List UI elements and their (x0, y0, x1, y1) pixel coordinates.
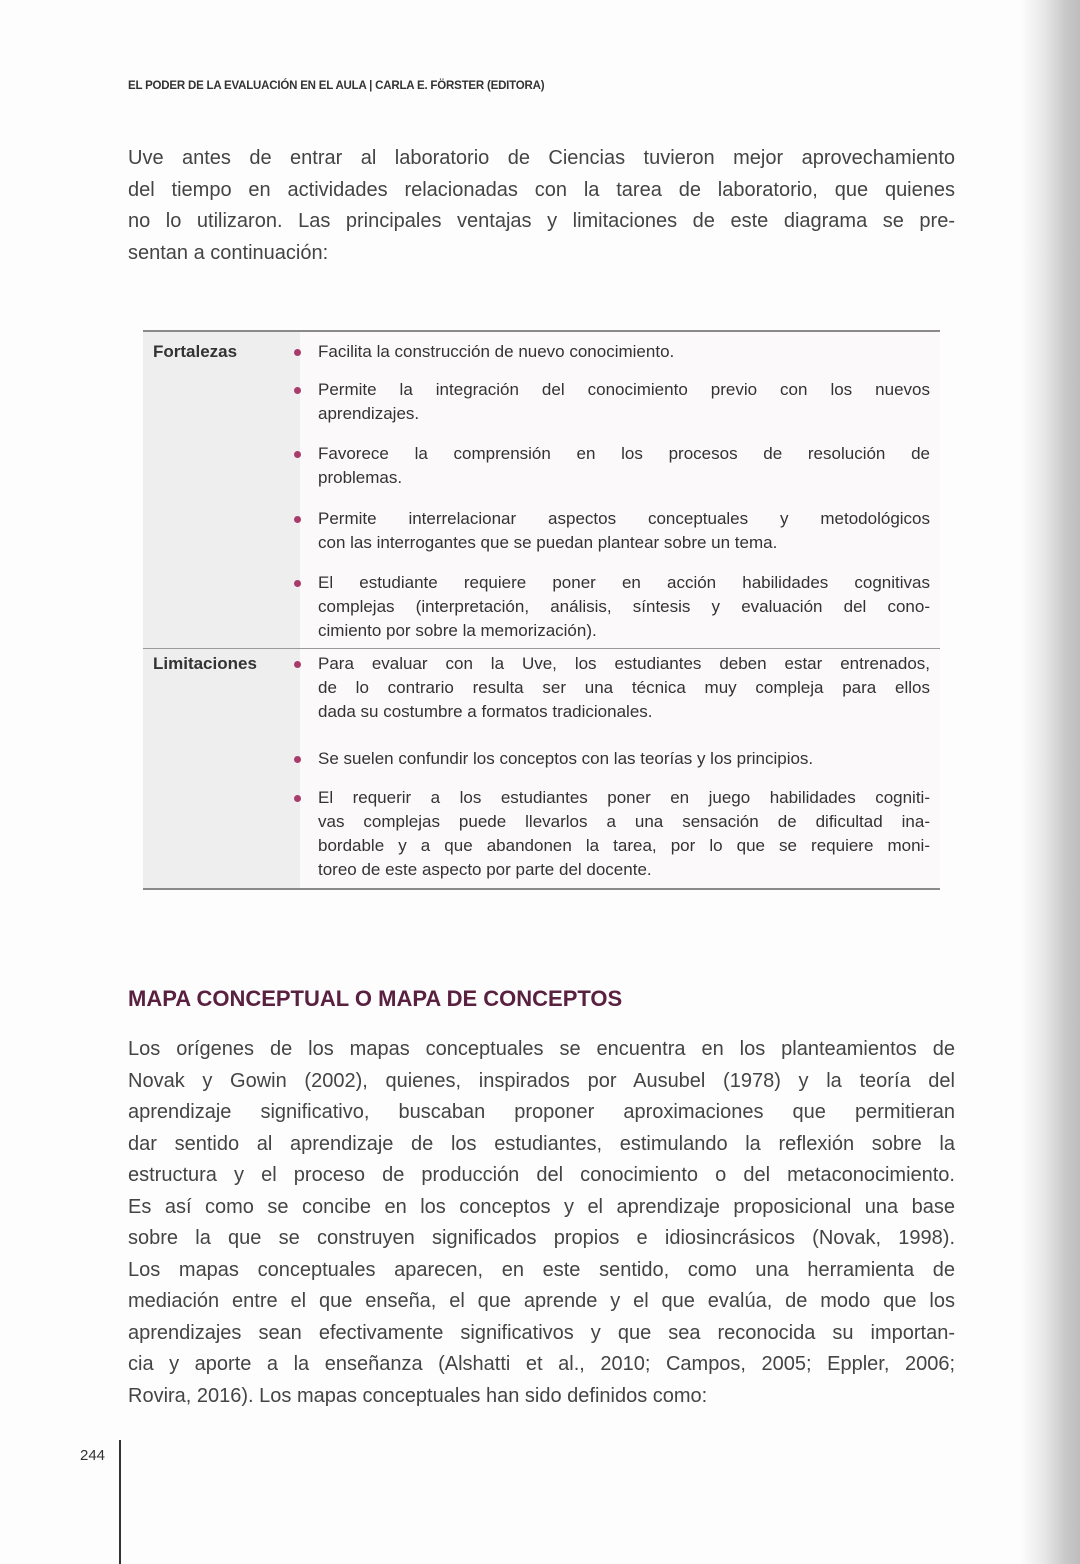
text-line: Los orígenes de los mapas conceptuales se encuentra en los planteamientos de (128, 1038, 955, 1060)
bullet-icon (294, 795, 301, 802)
bullet-icon (294, 451, 301, 458)
label-column (143, 332, 300, 888)
table-top-rule (143, 330, 940, 332)
strength-item (318, 571, 930, 643)
text-line: El requerir a los estudiantes poner en juego habilidades cogniti- (318, 788, 930, 807)
text-line: Para evaluar con la Uve, los estudiantes deben estar entrenados, (318, 654, 930, 673)
text-line: aprendizajes. (318, 404, 420, 423)
text-line: vas complejas puede llevarlos a una sensación de dificultad ina- (318, 812, 930, 831)
text-line: con las interrogantes que se puedan plantear sobre un tema. (318, 533, 778, 552)
text-line: dada su costumbre a formatos tradicionales. (318, 702, 653, 721)
limitation-item (318, 747, 930, 771)
text-line: problemas. (318, 468, 403, 487)
text-line: complejas (interpretación, análisis, síntesis y evaluación del cono- (318, 597, 930, 616)
table-bottom-rule (143, 888, 940, 890)
intro-paragraph (128, 143, 955, 269)
text-line: bordable y a que abandonen la tarea, por lo que se requiere moni- (318, 836, 930, 855)
concept-map-paragraph (128, 1034, 955, 1412)
footer-vertical-rule (119, 1440, 121, 1564)
bullet-icon (294, 516, 301, 523)
text-line: Novak y Gowin (2002), quienes, inspirados por Ausubel (1978) y la teoría del (128, 1069, 955, 1092)
limitation-item (318, 786, 930, 882)
text-line: Rovira, 2016). Los mapas conceptuales han sido definidos como: (128, 1384, 708, 1407)
text-line: dar sentido al aprendizaje de los estudiantes, estimulando la reflexión sobre la (128, 1132, 955, 1155)
text-line: toreo de este aspecto por parte del docente. (318, 860, 652, 879)
bullet-icon (294, 661, 301, 668)
strength-item (318, 507, 930, 555)
text-line: cimiento por sobre la memorización). (318, 621, 597, 640)
bullet-icon (294, 756, 301, 763)
bullet-icon (294, 387, 301, 394)
text-line: aprendizajes sean efectivamente significativos y que sea reconocida su importan- (128, 1321, 955, 1344)
table-middle-rule (143, 648, 940, 649)
text-line: mediación entre el que enseña, el que aprende y el que evalúa, de modo que los (128, 1290, 955, 1312)
text-line: Los mapas conceptuales aparecen, en este sentido, como una herramienta de (128, 1258, 955, 1281)
text-line: cia y aporte a la enseñanza (Alshatti et al., 2010; Campos, 2005; Eppler, 2006; (128, 1353, 955, 1375)
text-line: de lo contrario resulta ser una técnica muy compleja para ellos (318, 678, 930, 697)
text-line: El estudiante requiere poner en acción habilidades cognitivas (318, 573, 930, 592)
bullet-icon (294, 349, 301, 356)
running-header: EL PODER DE LA EVALUACIÓN EN EL AULA | CARLA E. FÖRSTER (EDITORA) (128, 80, 545, 92)
text-line: Favorece la comprensión en los procesos de resolución de (318, 444, 930, 463)
book-gutter-shadow (1020, 0, 1080, 1564)
text-line: aprendizaje significativo, buscaban proponer aproximaciones que permitieran (128, 1101, 955, 1123)
bullet-icon (294, 580, 301, 587)
text-line: sobre la que se construyen significados propios e idiosincrásicos (Novak, 1998). (128, 1227, 955, 1249)
text-line: Permite la integración del conocimiento previo con los nuevos (318, 380, 930, 399)
limitation-item (318, 652, 930, 724)
text-line: estructura y el proceso de producción del conocimiento o del metaconocimiento. (128, 1164, 955, 1186)
page-number: 244 (80, 1447, 106, 1464)
text-line: Se suelen confundir los conceptos con las teorías y los principios. (318, 749, 814, 768)
strength-item (318, 340, 930, 364)
text-line: Permite interrelacionar aspectos conceptuales y metodológicos (318, 509, 930, 528)
strength-item (318, 442, 930, 490)
strength-item (318, 378, 930, 426)
strengths-limitations-table (143, 330, 940, 890)
text-line: del tiempo en actividades relacionadas con la tarea de laboratorio, que quienes (128, 178, 955, 201)
section-heading: MAPA CONCEPTUAL O MAPA DE CONCEPTOS (128, 986, 623, 1011)
text-line: Facilita la construcción de nuevo conocimiento. (318, 342, 675, 361)
strengths-label: Fortalezas (153, 342, 238, 361)
limitations-label: Limitaciones (153, 654, 257, 673)
text-line: Uve antes de entrar al laboratorio de Ciencias tuvieron mejor aprovechamiento (128, 147, 955, 169)
text-line: Es así como se concibe en los conceptos y el aprendizaje proposicional una base (128, 1195, 955, 1218)
text-line: no lo utilizaron. Las principales ventajas y limitaciones de este diagrama se pre- (128, 210, 955, 232)
text-line: sentan a continuación: (128, 241, 329, 264)
